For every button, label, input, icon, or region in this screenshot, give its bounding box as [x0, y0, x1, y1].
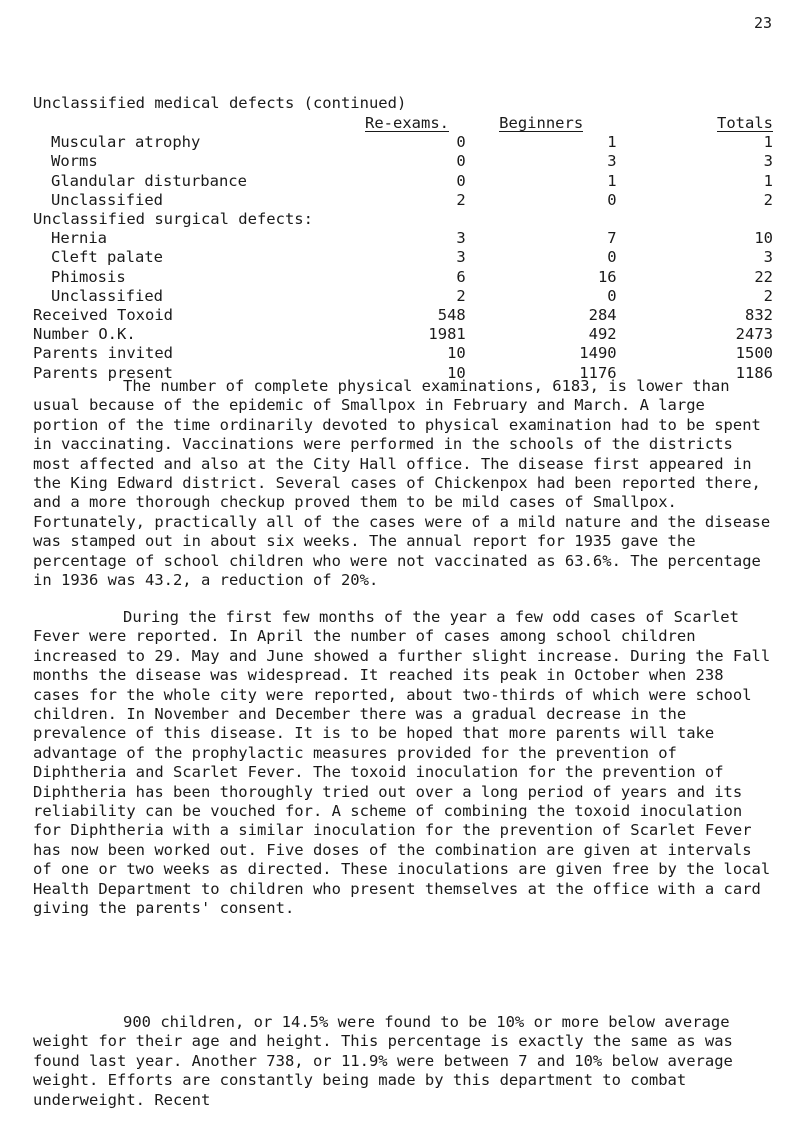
reexams-cell: 2	[456, 190, 466, 209]
table-body	[33, 133, 773, 383]
table-row	[33, 306, 773, 325]
table-row	[33, 191, 773, 210]
totals-cell: 2473	[735, 325, 773, 344]
reexams-cell: 6	[456, 267, 466, 286]
row-label: Unclassified surgical defects:	[33, 210, 313, 229]
totals-cell: 1	[763, 133, 773, 152]
totals-cell: 10	[754, 229, 773, 248]
row-label: Worms	[51, 152, 98, 171]
totals-cell: 832	[745, 306, 773, 325]
table-row	[33, 325, 773, 344]
row-label: Parents invited	[33, 344, 173, 363]
table-row	[33, 229, 773, 248]
table-row	[33, 172, 773, 191]
defects-table	[33, 114, 773, 383]
reexams-cell: 10	[447, 363, 466, 382]
reexams-cell: 0	[456, 133, 466, 152]
beginners-cell: 492	[588, 325, 617, 344]
beginners-cell: 1	[607, 133, 617, 152]
totals-cell: 2	[763, 286, 773, 305]
beginners-cell	[466, 210, 617, 229]
beginners-cell: 0	[607, 286, 617, 305]
beginners-cell: 0	[607, 248, 617, 267]
beginners-column-header: Beginners	[499, 114, 584, 132]
beginners-cell: 284	[588, 306, 617, 325]
reexams-column-header: Re-exams.	[365, 114, 450, 132]
table-row	[33, 133, 773, 152]
row-label: Cleft palate	[51, 248, 163, 267]
table-row	[33, 152, 773, 171]
paragraph-smallpox: The number of complete physical examinations, 6183, is lower than usual because of the epidemic of Smallpox in February and March. A large portion of the time ordinarily devoted to physical examination had to be spent in vaccinating. Vaccinations were performed in the schools of the districts most affected and also at the City Hall office. The disease first appeared in the King Edward district. Several cases of Chickenpox had been reported there, and a more thorough checkup proved them to be mild cases of Smallpox. Fortunately, practically all of the cases were of a mild nature and the disease was stamped out in about six weeks. The annual report for 1935 gave the percentage of school children who were not vaccinated as 63.6%. The percentage in 1936 was 43.2, a reduction of 20%.	[33, 377, 771, 590]
row-label: Hernia	[51, 229, 107, 248]
table-header-row	[33, 114, 773, 133]
beginners-cell: 3	[607, 152, 617, 171]
totals-column-header: Totals	[717, 114, 773, 132]
paragraph-scarlet-fever: During the first few months of the year a few odd cases of Scarlet Fever were reported. In April the number of cases among school children increased to 29. May and June showed a further slight increase. During the Fall months the disease was widespread. It reached its peak in October when 238 cases for the whole city were reported, about two-thirds of which were school children. In November and December there was a gradual decrease in the prevalence of this disease. It is to be hoped that more parents will take advantage of the prophylactic measures provided for the prevention of Diphtheria and Scarlet Fever. The toxoid inoculation for the prevention of Diphtheria has been thoroughly tried out over a long period of years and its reliability can be vouched for. A scheme of combining the toxoid inoculation for Diphtheria with a similar inoculation for the prevention of Scarlet Fever has now been worked out. Five doses of the combination are given at intervals of one or two weeks as directed. These inoculations are given free by the local Health Department to children who present themselves at the office with a card giving the parents' consent.	[33, 608, 771, 918]
beginners-cell: 7	[607, 229, 617, 248]
row-label: Number O.K.	[33, 325, 136, 344]
reexams-cell: 3	[456, 248, 466, 267]
totals-cell: 3	[763, 248, 773, 267]
table-row	[33, 344, 773, 363]
page-number: 23	[753, 14, 772, 32]
reexams-cell	[348, 210, 465, 229]
table-row	[33, 248, 773, 267]
row-label: Phimosis	[51, 267, 126, 286]
totals-cell	[617, 210, 773, 229]
reexams-cell: 548	[437, 306, 466, 325]
totals-cell: 1500	[735, 344, 773, 363]
paragraph-underweight: 900 children, or 14.5% were found to be 10% or more below average weight for their age and height. This percentage is exactly the same as was found last year. Another 738, or 11.9% were between 7 and 10% below average weight. Efforts are constantly being made by this department to combat underweight. Recent	[33, 1013, 733, 1109]
reexams-cell: 0	[456, 171, 466, 190]
reexams-cell: 3	[456, 229, 466, 248]
reexams-cell: 0	[456, 152, 466, 171]
reexams-cell: 2	[456, 286, 466, 305]
totals-cell: 1	[763, 171, 773, 190]
table-row	[33, 210, 773, 229]
table-row	[33, 287, 773, 306]
totals-cell: 1186	[735, 363, 773, 382]
row-label: Muscular atrophy	[51, 133, 201, 152]
row-label: Parents present	[33, 363, 173, 382]
row-label: Glandular disturbance	[51, 171, 247, 190]
beginners-cell: 0	[607, 190, 617, 209]
totals-cell: 3	[763, 152, 773, 171]
beginners-cell: 1176	[579, 363, 617, 382]
reexams-cell: 10	[447, 344, 466, 363]
beginners-cell: 1490	[579, 344, 617, 363]
row-label: Unclassified	[51, 190, 163, 209]
label-column-header	[33, 114, 348, 133]
reexams-cell: 1981	[428, 325, 466, 344]
beginners-cell: 16	[597, 267, 617, 286]
totals-cell: 22	[754, 267, 773, 286]
section-heading: Unclassified medical defects (continued)	[33, 94, 407, 112]
table-row	[33, 268, 773, 287]
beginners-cell: 1	[607, 171, 617, 190]
row-label: Unclassified	[51, 286, 163, 305]
totals-cell: 2	[763, 190, 773, 209]
row-label: Received Toxoid	[33, 306, 173, 325]
